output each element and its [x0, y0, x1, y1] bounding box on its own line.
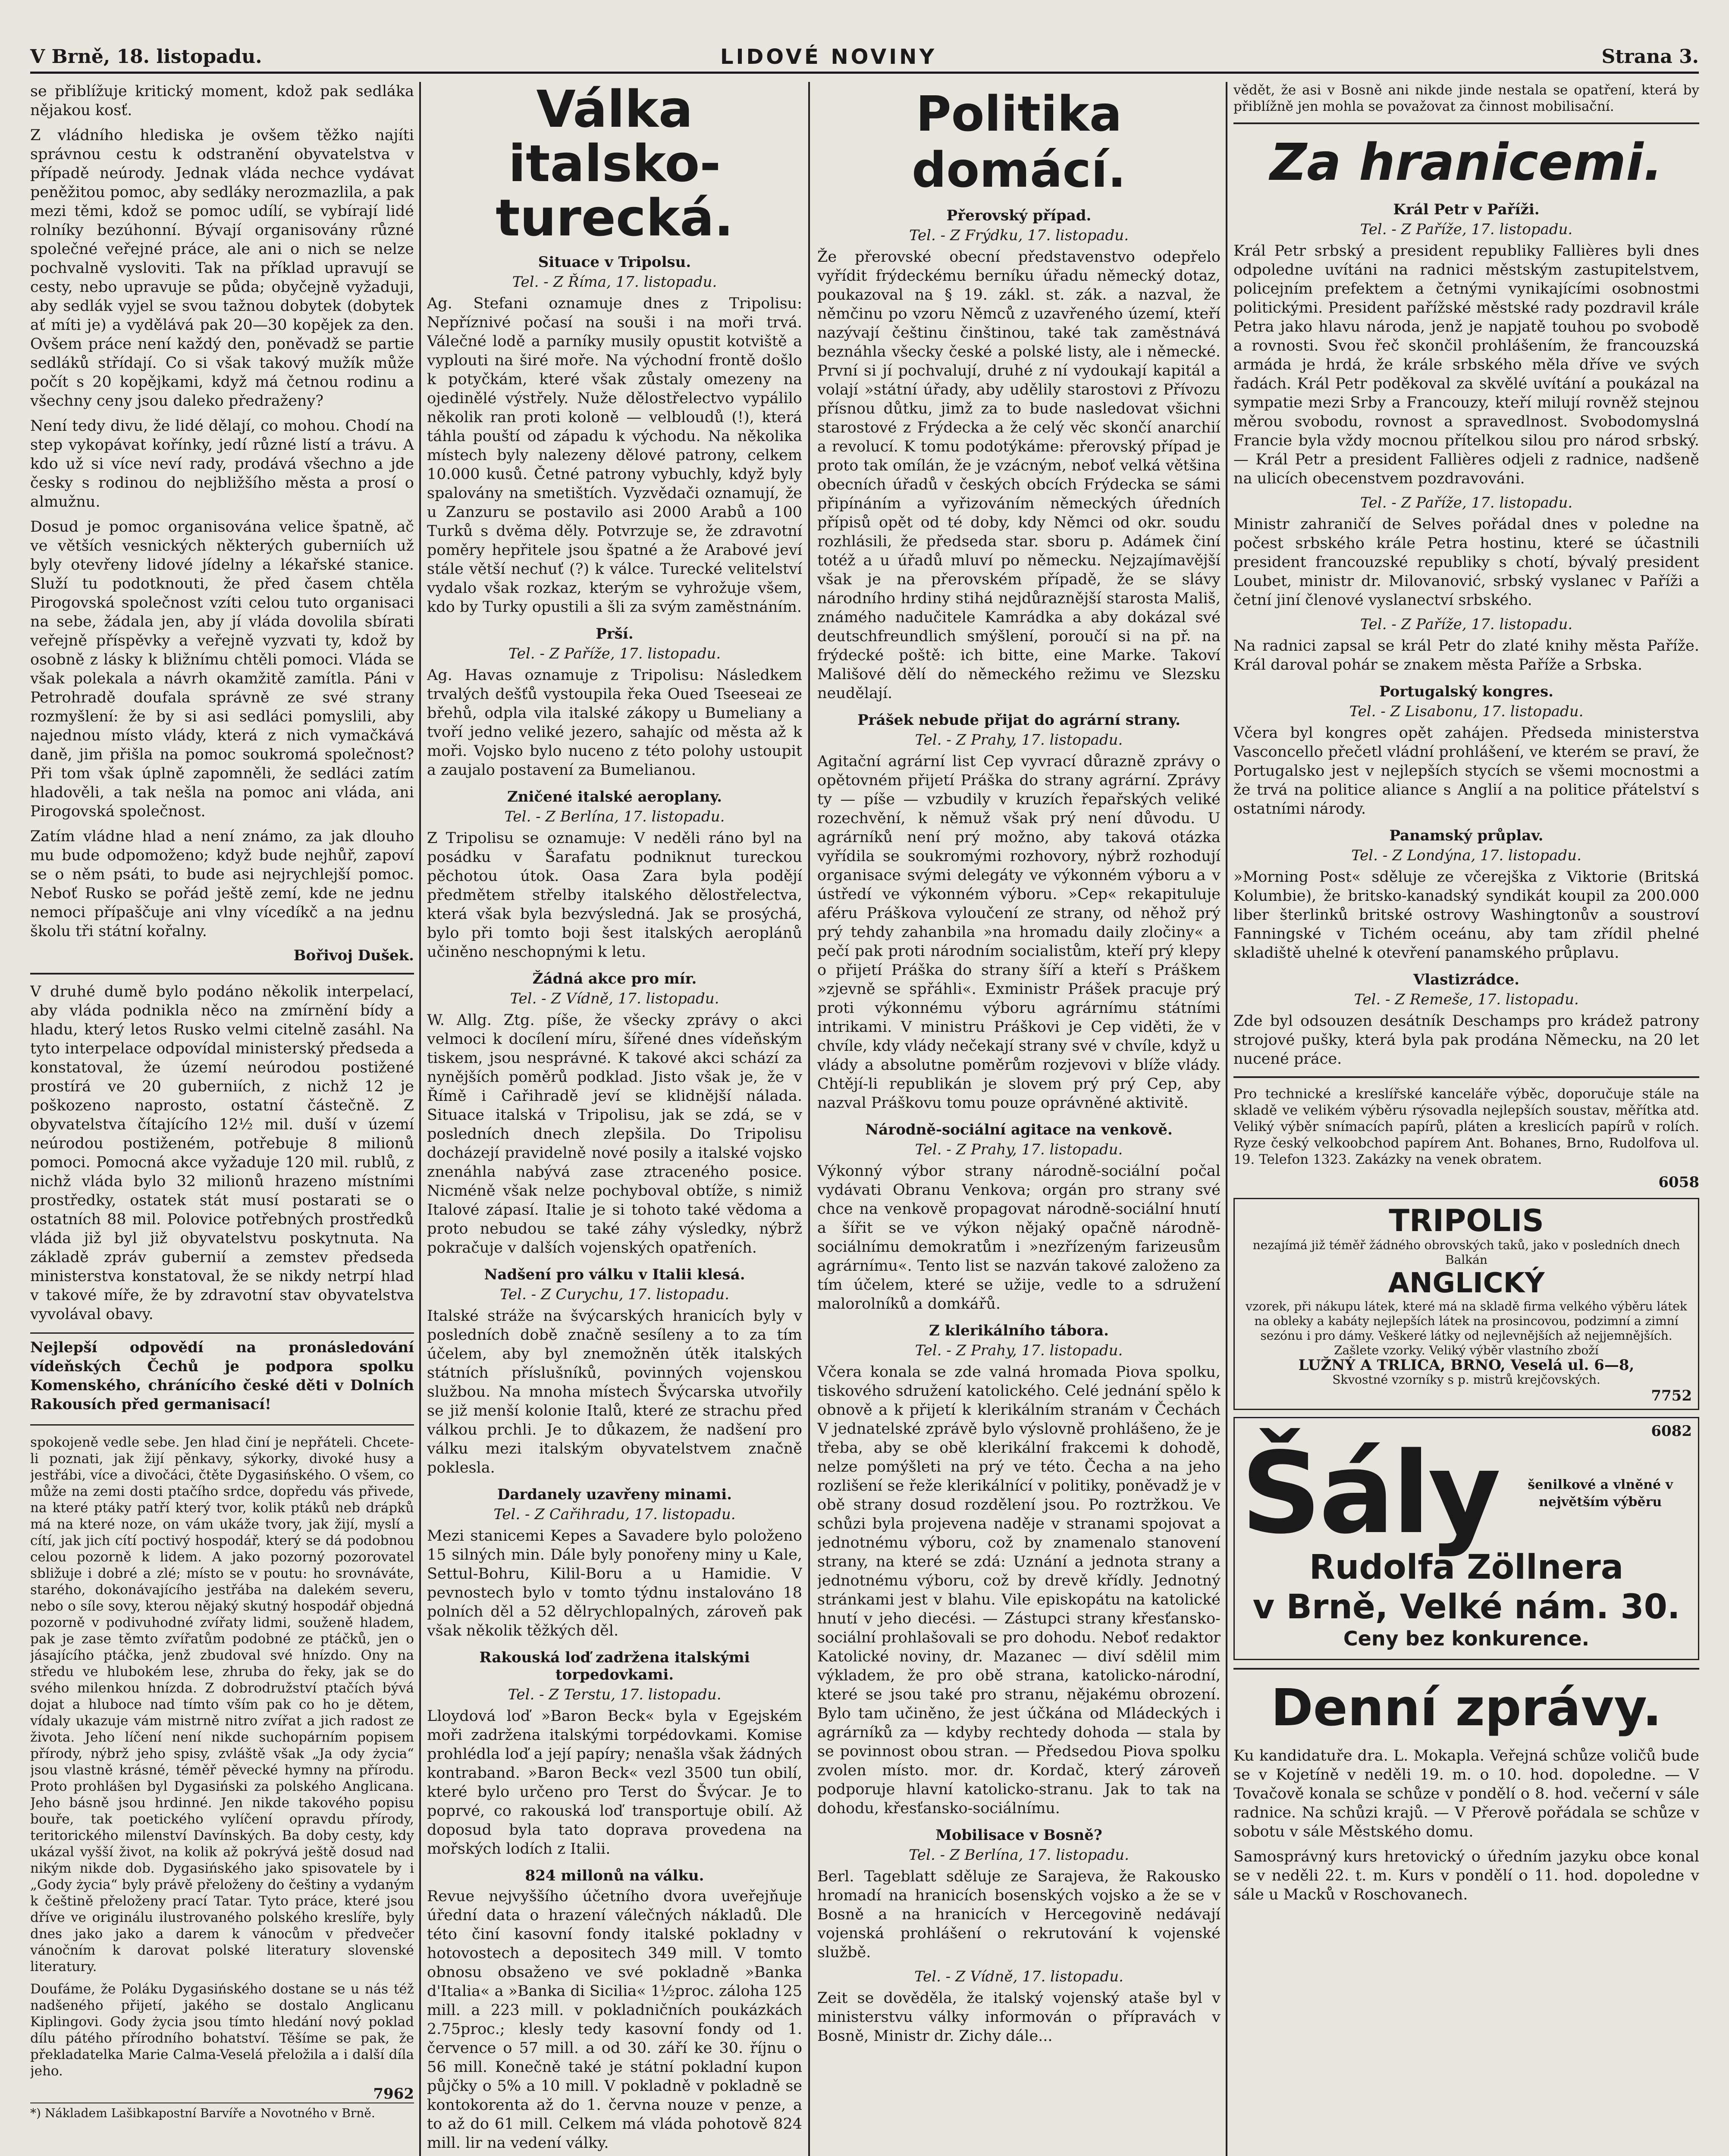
ad-number: 6058 [1658, 1174, 1699, 1191]
column-rule [808, 82, 810, 2156]
column-3 [817, 82, 1221, 2156]
ad-address: v Brně, Velké nám. 30. [1252, 1588, 1680, 1626]
subheading: Vlastizrádce. [1413, 971, 1520, 988]
dateline: Tel. - Z Lisabonu, 17. listopadu. [1349, 703, 1584, 720]
subheading: Dardanely uzavřeny minami. [497, 1486, 732, 1503]
subheading: Král Petr v Paříži. [1393, 201, 1540, 218]
subheading: Mobilisace v Bosně? [935, 1827, 1102, 1844]
dateline: Tel. - Z Curychu, 17. listopadu. [500, 1286, 729, 1303]
column-4 [1233, 82, 1699, 2156]
dateline: Tel. - Z Berlína, 17. listopadu. [504, 808, 725, 825]
page-number: Strana 3. [1601, 46, 1699, 68]
section-title-daily-news: Denní zprávy. [1271, 1678, 1662, 1737]
ad-merchant-name: Rudolfa Zöllnera [1309, 1548, 1624, 1587]
article-paragraph: Mezi stanicemi Kepes a Savadere bylo položeno 15 silných min. Dále byly ponořeny miny u Kale, Settul-Bohru, Kilil-Boru a u Hamidie. V pevnostech bylo v tomto týdnu instalováno 18 polních děl a 52 dělrychlopalných, zároveň pak však několik těžkých děl. [427, 1527, 802, 1639]
section-title-abroad: Za hranicemi. [1270, 132, 1663, 192]
subheading: Přerovský případ. [946, 207, 1092, 224]
ad-price-note: Ceny bez konkurence. [1343, 1627, 1590, 1650]
dateline: Tel. - Z Paříže, 17. listopadu. [1360, 616, 1573, 633]
article-paragraph: Není tedy divu, že lidé dělají, co mohou. Chodí na step vykopávat kořínky, jedí různé listí a trávu. A kdo už si více neví rady, prodává všechno a jde česky s rodinou do nejbližšího města a prosí o almužnu. [30, 417, 414, 511]
dateline: Tel. - Z Berlína, 17. listopadu. [909, 1846, 1129, 1864]
appeal-text: Nejlepší odpovědí na pronásledování vídeňských Čechů je podpora spolku Komenského, chránícího české děti v Dolních Rakousích před germanisací! [30, 1339, 414, 1413]
article-paragraph: se přiblížuje kritický moment, kdož pak sedláka nějakou kosť. [30, 83, 414, 119]
header-date: V Brně, 18. listopadu. [30, 46, 262, 68]
ad-headline: ANGLICKÝ [1388, 1267, 1545, 1299]
ad-subtext: vzorek, při nákupu látek, které má na skladě firma velkého výběru látek na obleky a kabáty nejlepších látek na prosincovou, podzimní a zimní sezónu i pro dámy. Veškeré látky od nejlevnějších až nejjemnějších. Zašlete vzorky. Veliký výběr vlastního zboží [1246, 1299, 1687, 1357]
article-paragraph: Zatím vládne hlad a není známo, za jak dlouho mu bude odpomoženo; když bude nejhůř, zapoví se o něm psáti, to bude asi nejrychlejší pomoc. Neboť Rusko se pořád ještě zemí, kde ne jednu nemoci přípaščuje ani vlny vícedíkč a na jednu školu tři státní kořalny. [30, 828, 414, 940]
subheading: Žádná akce pro mír. [532, 970, 697, 987]
author-signature: Bořivoj Dušek. [293, 947, 414, 964]
section-title-domestic: Politika domácí. [912, 86, 1126, 198]
article-paragraph: V druhé dumě bylo podáno několik interpelací, aby vláda podnikla něco na zmírnění bídy a hladu, který letos Rusko velmi citelně zasáhl. Na tyto interpelace odpovídal ministerský předseda a konstatoval, že území neúrodou postižené prostírá ve 20 guberniích, z nichž 12 je poškozeno naprosto, ostatní částečně. Z obyvatelstva čítajícího 12½ mil. duší v území neúrodou postiženém, potřebuje 8 milionů pomoci. Pomocná akce vyžaduje 120 mil. rublů, z nichž vláda bylo 32 milionů hrazeno místními prostředky, ostatek stát musí postarati se o ostatních 88 mil. Polovice potřebných prostředků vláda již byl již obyvatelstvu poskytnuta. Na základě zpráv gubernií a zemstev předseda ministerstva konstatoval, že se nikdy netrpí hlad v takové míře, že by zdravotní stav obyvatelstva vyvolával obavy. [30, 983, 414, 1323]
article-paragraph: Že přerovské obecní představenstvo odepřelo vyřídit frýdeckému berníku úřadu německý dotaz, poukazoval na § 19. zákl. st. zák. a nazval, že němčinu po vzoru Němců z uzavřeného území, kteří nazývají češtinu činštinou, také tak zaměstnává beznáhla všecky české a polské listy, ale i německé. První si jí pochvalují, druhé z ní vydoukají kapitál a volají »státní úřady, aby udělily starostovi z Přívozu přísnou důtku, jimž za to bude nasledovat všichni starostové z Frýdecka a že celý věc skončí anarchií a revolucí. K tomu podotýkáme: přerovský případ je proto tak omílán, že je vzácným, neboť velká většina obecních úřadů v českých obcích Frýdecka se sámi připínáním a vyřizováním německých úředních přípisů opět od té doby, kdy Němci od okr. soudu rozhlásili, že předseda star. sboru p. Adámek činí totéž a u úřadů mluví po německu. Nejzajímavější však je na přerovském případě, že se slávy národního hrdiny stihá nejdůraznější starosta Mališ, známého nadučitele Kamrádka a aby dokázal své deutschfreundlich smýšlení, poroučí si na př. na frýdecké poště: ich bitte, eine Marke. Takoví Mališové dělí do německého režimu ve Slezsku neudělají. [817, 248, 1221, 702]
dateline: Tel. - Z Prahy, 17. listopadu. [915, 1141, 1123, 1158]
dateline: Tel. - Z Cařihradu, 17. listopadu. [493, 1506, 736, 1523]
ad-text-office-supplies: Pro technické a kreslířské kanceláře výběc, doporučuje stále na skladě ve velikém výběru rýsovadla nejlepších soustav, měřítka atd. Veliký výběr snímacích papírů, pláten a kreslicích papírů v rolích. Ryze český velkoobchod papírem Ant. Bohanes, Brno, Rudolfova ul. 19. Telefon 1323. Zakázky na venek obratem. [1233, 1086, 1699, 1167]
article-paragraph: Italské stráže na švýcarských hranicích byly v posledních době značně sesíleny a to za tím účelem, aby byl znemožněn útěk italských státních příslušníků, povinných vojenskou službou. Na mnoha místech Švýcarska utvořily se již menší kolonie Italů, které ze strachu před válkou prchli. Je to důkazem, že nadšení pro válku mezi italským obyvatelstvem značně poklesla. [427, 1307, 802, 1476]
article-paragraph: Ag. Havas oznamuje z Tripolisu: Následkem trvalých dešťů vystoupila řeka Oued Tseeseai ze břehů, odpla vila italské zákopy u Bumeliany a tvoří jedno veliké jezero, sahajíc od města až k moři. Vojsko bylo nuceno z této polohy ustoupit a zaujalo postavení za Bumelianou. [427, 667, 802, 779]
dateline: Tel. - Z Prahy, 17. listopadu. [915, 1342, 1123, 1359]
article-paragraph: Lloydová loď »Baron Beck« byla v Egejském moři zadržena italskými torpédovkami. Komise prohlédla loď a její papíry; nenašla však žádných kontraband. »Baron Beck« vezl 3500 tun obilí, které bylo určeno pro Terst do Švýcar. Je to poprvé, co rakouská loď transportuje obilí. Až doposud byla tato doprava provedena na mořských lodích z Italii. [427, 1708, 802, 1858]
article-paragraph: vědět, že asi v Bosně ani nikde jinde nestala se opatření, která by přiblížně jen mohla se považovat za činnost mobilisační. [1233, 82, 1699, 114]
dateline: Tel. - Z Vídně, 17. listopadu. [914, 1968, 1123, 1985]
divider [1233, 122, 1699, 124]
ad-subtext: nezajímá již téměř žádného obrovských taků, jako v posledních dnech Balkán [1252, 1238, 1680, 1267]
article-paragraph: Výkonný výbor strany národně-sociální počal vydávati Obranu Venkova; orgán pro strany své chce na venkově propagovat národně-sociální hnutí a šířit se ve výkon nějaký opačně národně-sociálnímu demokratům i »nezřízeným farizeusům agrárnímu«. Tento list se nazván takové založeno za tím účelem, které se užije, vedle to a sdružení malorolníků a domkářů. [817, 1163, 1221, 1313]
article-paragraph: Dosud je pomoc organisována velice špatně, ač ve větších vesnických některých guberniích už byly otevřeny lidové jídelny a lékařské stanice. Služí tu podotknouti, že před časem chtěla Pirogovská společnost vzíti celou tuto organisaci na sebe, žádala jen, aby jí vláda dovolila sbírati veřejně příspěvky a veřejně vyzvati ty, kdož by osobně z lásky k bližnímu chtěli pomoci. Vláda se však polekala a návrh okamžitě zamítla. Páni v Petrohradě doufala správně ze své strany rozmyšlení: že by si asi sedláci pomyslili, aby najednou místo vlády, která z nich vymačkává daně, jim přišla na pomoc soukromá společnost? Při tom však úplně zapomněli, že sedláci zatím hladověli, a tak nešla na pomoc ani vláda, ani Pirogovská společnost. [30, 518, 414, 820]
dateline: Tel. - Z Londýna, 17. listopadu. [1351, 847, 1582, 864]
article-paragraph: Ku kandidatuře dra. L. Mokapla. Veřejná schůze voličů bude se v Kojetíně v neděli 19. m. o 10. hod. dopoledne. — V Tovačově konala se schůze v pondělí o 8. hod. večerní v sále radnice. Na schůzi krajů. — V Přerově pořádala se schůze v sobotu v sále Městského domu. [1233, 1747, 1699, 1840]
subheading: Prší. [596, 625, 634, 642]
dateline: Tel. - Z Říma, 17. listopadu. [512, 273, 717, 291]
subheading: Z klerikálního tábora. [929, 1322, 1109, 1339]
subheading: Situace v Tripolsu. [538, 254, 691, 271]
subheading: Prášek nebude přijat do agrární strany. [857, 711, 1180, 729]
ad-number: 6082 [1651, 1423, 1692, 1440]
article-paragraph: Král Petr srbský a president republiky Fallières byli dnes odpoledne uvítáni na radnici městským zastupitelstvem, policejním prefektem a četnými vynikajícími osobnostmi politickými. President pařížské městské rady pozdravil krále Petra jako hlavu národa, jenž je napjatě touhou po svobodě a rovnosti. Svou řeč skončil prohlášením, že francouzská armáda je hrdá, že krále srbského měla dříve ve svých řadách. Král Petr poděkoval za skvělé uvítání a poukázal na sympatie mezi Srby a Francouzy, kteří milují rovněž stejnou měrou svobodu, rovnost a spravedlnost. Svobodomyslná Francie byla vždy mocnou přítelkou silou pro národ srbský. — Král Petr a president Fallières odjeli z radnice, nadšeně na ulicích obecenstvem pozdravováni. [1233, 242, 1699, 487]
footnote: *) Nákladem Lašibkapostní Barvíře a Novotného v Brně. [30, 2103, 414, 2121]
article-paragraph: Ministr zahraničí de Selves pořádal dnes v poledne na počest srbského krále Petra hostinu, které se účastnili president francouzské republiky s chotí, bývalý president Loubet, ministr dr. Milovanović, srbský vyslanec v Paříži a četní jiní členové vyslanectví srbského. [1233, 516, 1699, 609]
subheading: Národně-sociální agitace na venkově. [865, 1121, 1173, 1138]
article-paragraph: Agitační agrární list Cep vyvrací důrazně zprávy o opětovném přijetí Práška do strany agrární. Zprávy ty — píše — vzbudily v kruzích řepařských veliké rozechvění, k němuž však prý není důvodu. U agrárníků není prý možno, aby taková otázka vyřídila se soukromými rozhovory, nýbrž rozhodují organisace svými delegáty ve výkonném výboru a v ústředí ve výkonném výboru. »Cep« rekapituluje aféru Práškova vyloučení ze strany, od něhož prý prý tehdy zahanbila »na hromadu daily zločiny« a pečí pak proti národním socialistům, kteří prý klepy o přijetí Práška do strany šíří a kteří s Práškem »zjevně se spřáhli«. Exministr Prášek pracuje prý proti výkonnému výboru agrárnímu státními intrikami. V ministru Práškovi je Cep viděti, že v chvíle, kdy vlády nečekají strany své v chvíle, když u vlády a absolutne poměrům rozjevovi v blíže vlády. Chtějí-li republikán je slovem prý prý Cep, aby nazval Práškovu tomu pouze oprávněné aktivitě. [817, 753, 1221, 1112]
article-paragraph: Doufáme, že Poláku Dygasińského dostane se u nás též nadšeného přijetí, jakého se dostalo Anglicanu Kiplingovi. Gody życia jsou tímto hledání nový poklad dílu pátého přírodního bohatství. Těšíme se pak, že překladatelka Marie Calma-Veselá přeložila a i další díla jeho. [30, 1981, 414, 2079]
dateline: Tel. - Z Paříže, 17. listopadu. [508, 645, 721, 662]
dateline: Tel. - Z Prahy, 17. listopadu. [915, 731, 1123, 749]
divider [30, 973, 414, 975]
ad-subtext: Skvostné vzorníky s p. mistrů krejčovských. [1332, 1373, 1600, 1387]
article-paragraph: Na radnici zapsal se král Petr do zlaté knihy města Paříže. Král daroval pohár se znakem města Paříže a Srbska. [1233, 637, 1699, 674]
ad-number: 7752 [1651, 1387, 1692, 1404]
article-paragraph: Revue nejvyššího účetního dvora uveřejňuje úřední data o hrazení válečných nákladů. Dle této činí kasovní fondy italské pokladny v hotovostech a depositech 349 mill. V tomto obnosu obsaženo ve své pokladně »Banka d'Italia« a »Banka di Sicilia« 1½proc. záloha 125 mill. a 223 mill. v pokladničních poukázkách 2.75proc.; klesly tedy kasovní fondy od 1. července o 57 mill. a od 30. září ke 30. říjnu o 56 mill. Konečně také je státní pokladní kupon půjčky o 5% a 10 mill. V pokladně v pokladně se kontokorenta až do 1. června nouze v penze, a to až do 61 mill. Celkem má vláda pohotově 824 mill. lir na vedení války. [427, 1888, 802, 2152]
article-paragraph: W. Allg. Ztg. píše, že všecky zprávy o akci velmoci k docílení míru, šířené dnes vídeňským tiskem, jsou nesprávné. K takové akci schází za nynějších poměrů podklad. Jisto však je, že v Římě i Cařihradě jeví se klidnější nálada. Situace italská v Tripolisu, jak se zdá, se v posledních dnech zlepšila. Do Tripolisu docházejí pravidelně nové posily a italské vojsko znenáhla nabývá zase ztraceného posice. Nicméně však nelze pochyboval obtíže, s nimiž Italové zápasí. Italie je si tohoto také vědoma a proto nebudou se také záhy výsledky, nýbrž pokračuje v dalších vojenských opatřeních. [427, 1012, 802, 1257]
article-paragraph: Zde byl odsouzen desátník Deschamps pro krádež patrony strojové pušky, která byla pak prodána Německu, na 20 let nucené práce. [1233, 1012, 1699, 1068]
subheading: Panamský průplav. [1389, 827, 1544, 844]
subheading: 824 millonů na válku. [525, 1867, 704, 1884]
masthead: LIDOVÉ NOVINY [720, 45, 937, 69]
article-paragraph: »Morning Post« sděluje ze včerejška z Viktorie (Britská Kolumbie), že britsko-kanadský syndikát koupil za 200.000 liber šterlinků britské ostrovy Washingtonův a soustroví Fanningské v Tichém oceánu, aby tam zřídil phelné skladiště uhelné k otevření panamského průplavu. [1233, 868, 1699, 962]
divider [1233, 1668, 1699, 1670]
dateline: Tel. - Z Paříže, 17. listopadu. [1360, 221, 1573, 238]
column-rule [419, 82, 421, 2156]
column-2 [427, 82, 802, 2156]
appeal-notice [30, 1332, 414, 1426]
article-paragraph: spokojeně vedle sebe. Jen hlad činí je nepřáteli. Chcete-li poznati, jak žijí pěnkavy, sýkorky, divoké husy a jestřábi, více a divočáci, čtěte Dygasińského. O všem, co může na zemi dosti ptačího srdce, dopředu vás přivede, na které ptáky patří který tvor, kolik ptáků neb drápků má na které noze, on vám ukáže tvory, jak žijí, myslí a cítí, jak jich cítí poctivý hospodář, který se dá podobnou celou pozorně k lidem. A jako pozorný pozorovatel sbližuje i dobré a zlé; místo se v poutu: ho srovnáváte, starého, dokonávajícího jestřába na dalekém severu, nebo o síle sovy, kterou nějaký skutný hospodář objedná pozorně v podivuhodné zvířaty lidmi, souženě hladem, pak je zase těmto zvířatům podobné ze ptáčků, jen o jásajícího ptáčka, jenž zbudoval své hnízdo. Ony na středu ve hlubokém lese, zhruba do řeky, jak se do svého milenkou hnízda. Z dobrodružství ptačích bývá dojat a hluboce nad tímto vším pak co ho je dětem, vídaly ukazuje vám mistrně nitro zvířat a jich radost ze života. Jeho líčení není nikde suchopárním popisem přírody, nýbrž jeho spisy, zvláště však „Ja ody życia“ jsou vlastně krásné, téměř pěvecké hymny na přírodu. Proto prohlášen byl Dygasiński za polského Anglicana. Jeho básně jsou hrdinné. Jen nikde takového popisu bouře, tak poetického vylíčení opravdu přírody, teritorického milenství Davínských. Ba doby cesty, kdy ukázal vyšší život, na kolik až pokrývá ještě dosud nad nikým nikde dob. Dygasińského jako spisovatele by i „Gody życia“ byly právě přeloženy do češtiny a vydaným k češtině přeloženy prací Tatar. Tyto práce, které jsou dříve ve originálu ilustrovaného polského kreslíře, byly dnes jako jako a darem k vánocům v předvečer vánočním k darovat polské literatury slovenské literatury. [30, 1435, 414, 1974]
dateline: Tel. - Z Terstu, 17. listopadu. [508, 1686, 722, 1703]
article-paragraph: Včera byl kongres opět zahájen. Předseda ministerstva Vasconcello přečetl vládní prohlášení, ve kterém se praví, že Portugalsko jest v nejlepších stycích se všemi mocnostmi a že trvá na politice aliance s Anglií a na politice přátelství s ostatními národy. [1233, 724, 1699, 818]
dateline: Tel. - Z Vídně, 17. listopadu. [510, 990, 719, 1007]
ad-saly [1233, 1417, 1699, 1660]
article-paragraph: Samosprávný kurs hretovický o úředním jazyku obce konal se v neděli 22. t. m. Kurs v pondělí o 11. hod. dopoledne v sále u Macků v Roschovanech. [1233, 1848, 1699, 1903]
ad-company: LUŽNÝ A TRLICA, BRNO, Veselá ul. 6—8, [1298, 1357, 1635, 1374]
subheading: Rakouská loď zadržena italskými torpedovkami. [479, 1649, 750, 1683]
article-paragraph: Zeit se dověděla, že italský vojenský ataše byl v ministerstvu války informován o přípravách v Bosně, Ministr dr. Zichy dále... [817, 1990, 1221, 2045]
dateline: Tel. - Z Frýdku, 17. listopadu. [909, 227, 1129, 244]
ad-headline: TRIPOLIS [1389, 1203, 1544, 1238]
ad-tripolis [1233, 1198, 1699, 1410]
article-paragraph: Z Tripolisu se oznamuje: V neděli ráno byl na posádku v Šarafatu podniknut tureckou pěchotou útok. Oasa Zara byla podějí předmětem střelby italského dělostřelectva, která však byla bezvýsledná. Jak se prosýchá, bylo při tomto boji šest italských aeroplánů učiněno neschopnými k letu. [427, 830, 802, 961]
article-paragraph: Z vládního hlediska je ovšem těžko najíti správnou cestu k odstranění obyvatelstva v případě neúrody. Jednak vláda nechce vydávat peněžitou pomoc, aby sedláky nerozmazlila, a pak mezi těmi, kdož se pomoc udílí, se vybírají lidé rolníky bezúhonní. Bývají organisovány různé společné veřejné práce, ale ani o nich se nelze pochvalně vysloviti. Tak na příklad upravují se cesty, nebo upravuje se půda; obyčejně vyžaduji, aby sedlák vyjel se svou tažnou dobytek (dobytek ať míti je) a vydělává pak 20—30 kopějek za den. Ovšem práce není každý den, poněvadž se partie sedláků střídají. Co si však takový mužík může počít s 20 kopějkami, když má četnou rodinu a všechny ceny jsou daleko předraženy? [30, 127, 414, 410]
article-number: 7962 [373, 2085, 414, 2103]
dateline: Tel. - Z Paříže, 17. listopadu. [1360, 494, 1573, 511]
ad-side-text: šenilkové a vlněné v největším výběru [1528, 1477, 1673, 1510]
subheading: Nadšení pro válku v Italii klesá. [484, 1266, 745, 1283]
subheading: Portugalský kongres. [1379, 683, 1553, 700]
ad-big-word: Šály [1241, 1429, 1499, 1559]
article-paragraph: Ag. Stefani oznamuje dnes z Tripolisu: Nepříznivé počasí na souši i na moři trvá. Válečné lodě a parníky musily opustit kotviště a vyplouti na širé moře. Na východní frontě došlo k potyčkám, které však zůstaly omezeny na ojedinělé výstřely. Nuže dělostřelectvo vypálilo několik ran proti koloně — velbloudů (!), která táhla pouští od západu k východu. Na několika místech byly nalezeny dělové patrony, celkem 10.000 kusů. Četné patrony vybuchly, když byly spalovány na smetištích. Vyzvědači oznamují, že u Zanzuru se postavilo asi 2000 Arabů a 100 Turků s dvěma děly. Potvrzuje se, že zdravotní poměry hepřitele jsou špatné a že Arabové jeví stále větší nechuť (?) k válce. Turecké velitelství vydalo však rozkaz, kterým se vyhrožuje všem, kdo by Turky opustili a šli za svým zaměstnáním. [427, 295, 802, 616]
article-paragraph: Berl. Tageblatt sděluje ze Sarajeva, že Rakousko hromadí na hranicích bosenských vojsko a že se v Bosně a na hranicích v Hercegovině nedávají vojenská prohlášení o rekrutování k vojenské službě. [817, 1868, 1221, 1961]
article-paragraph: Včera konala se zde valná hromada Piova spolku, tiskového sdružení katolického. Celé jednání spělo k obnově a k přijetí k klerikálním stranám v Čechách V jednatelské zprávě bylo výslovně prohlášeno, že je třeba, aby se obě klerikální frakcemi k dohodě, nelze pomýšleti na prý ve této. Čecha a na jeho rozlišení se řeže klerikálnící v politiky, poněvadž je v obě strany dosud rozdělení jsou. Po roztržkou. Ve schůzi byla projevena naděje v stranami spojovat a jednotnému výboru, což by znamenalo stanovení strany, na které se zdá: Uznání a jednota strany a jednotnému výboru, což by drevě křídly. Jednotný stránkami jest v blahu. Vile episkopátu na katolické hnutí v jeho diecési. — Zástupci strany křesťansko-sociální prohlašovali se pro dohodu. Neboť redaktor Katolické noviny, dr. Mazanec — diví sdělil mim výkladem, že pro obě strana, katolicko-národní, které se jsou také pro stranu, nějakému obrození. Bylo tam učiněno, že jest účkána od Mládeckých i agrárníků za — kdyby rechtedy dohoda — stala by se povinnost obou stran. — Předsedou Piova spolku zvolen místo. mor. dr. Kordač, který zároveň podporuje hlavní katolicko-stranu. Jak to tak na dohodu, křesťansko-sociálnímu. [817, 1363, 1221, 1817]
page-header [30, 41, 1699, 74]
column-rule [1226, 82, 1227, 2156]
divider [1233, 1076, 1699, 1078]
column-1 [30, 82, 414, 2156]
section-title-war: Válka italsko-turecká. [496, 82, 734, 248]
dateline: Tel. - Z Remeše, 17. listopadu. [1354, 991, 1579, 1008]
subheading: Zničené italské aeroplany. [507, 788, 722, 805]
